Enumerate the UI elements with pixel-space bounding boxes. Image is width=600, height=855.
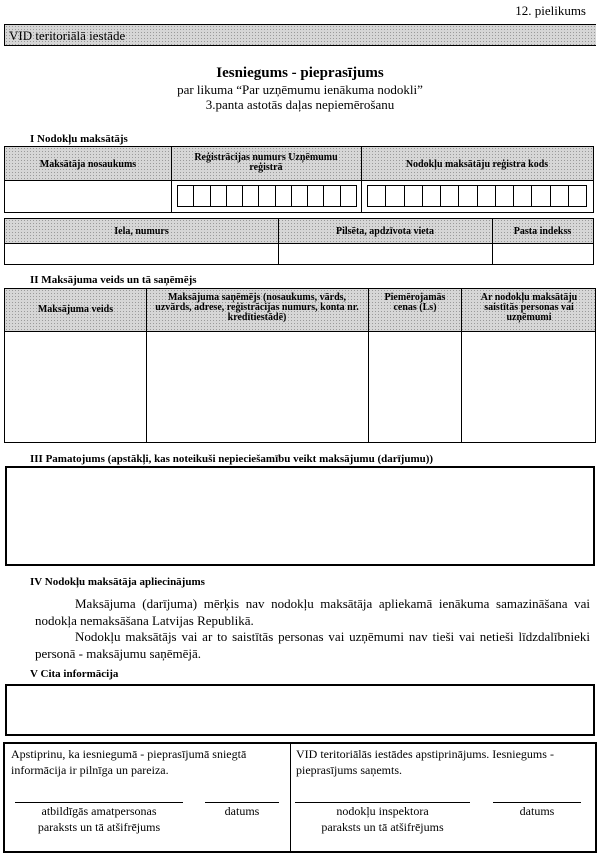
section-5-heading: V Cita informācija [30, 668, 119, 680]
col-related-persons: Ar nodokļu maksātāju saistītās personas vai uzņēmumi [480, 292, 578, 323]
inspector-signature-label-1: nodokļu inspektora [336, 804, 429, 818]
inspector-signature-label-2: paraksts un tā atšifrējums [321, 820, 444, 834]
official-signature-label-1: atbildīgās amatpersonas [41, 804, 157, 818]
col-city: Pilsēta, apdzīvota vieta [335, 226, 435, 237]
address-table [4, 218, 594, 265]
payment-type-field[interactable] [5, 332, 146, 442]
inspector-date-line[interactable] [493, 802, 581, 803]
official-signature-label-2: paraksts un tā atšifrējums [37, 820, 161, 834]
other-information-field[interactable] [5, 684, 595, 736]
appendix-label: 12. pielikums [515, 3, 586, 18]
official-date-label: datums [224, 804, 260, 818]
col-postal-code: Pasta indekss [513, 226, 572, 237]
street-field[interactable] [5, 244, 278, 264]
col-price: Piemērojamās cenas (Ls) [384, 292, 446, 313]
receipt-text: VID teritoriālās iestādes apstiprinājums. Iesniegums - pieprasījums saņemts. [296, 747, 554, 777]
justification-field[interactable] [5, 466, 595, 566]
col-payment-type: Maksājuma veids [37, 304, 114, 315]
col-street: Iela, numurs [114, 226, 169, 237]
postal-code-field[interactable] [493, 244, 593, 264]
col-registration-number: Reģistrācijas numurs Uzņēmumu reģistrā [194, 152, 338, 173]
taxpayer-name-field[interactable] [5, 181, 171, 212]
recipient-field[interactable] [147, 332, 368, 442]
registration-number-cells[interactable] [177, 185, 357, 207]
official-signature-line[interactable] [15, 802, 183, 803]
col-taxpayer-name: Maksātāja nosaukums [39, 159, 137, 170]
taxpayer-table [4, 146, 594, 213]
section-3-heading: III Pamatojums (apstākļi, kas noteikuši nepieciešamību veikt maksājumu (darījumu)) [30, 453, 434, 465]
tax-code-cells[interactable] [367, 185, 587, 207]
col-tax-code: Nodokļu maksātāju reģistra kods [405, 159, 549, 170]
declaration-paragraph-1: Maksājuma (darījuma) mērķis nav nodokļu maksātāja apliekamā ienākuma samazināšana vai nodokļa nemaksāšana Latvijas Republikā. [35, 596, 590, 628]
subtitle-1: par likuma “Par uzņēmumu ienākuma nodokli” [177, 82, 423, 97]
related-persons-field[interactable] [462, 332, 595, 442]
price-field[interactable] [369, 332, 461, 442]
inspector-date-label: datums [519, 804, 555, 818]
section-2-heading: II Maksājuma veids un tā saņēmējs [30, 274, 197, 286]
declaration-paragraph-2: Nodokļu maksātājs vai ar to saistītās personas vai uzņēmumi nav tieši vai netieši līdzdalībnieki personā - maksājumu saņēmējā. [35, 629, 590, 661]
inspector-signature-line[interactable] [295, 802, 470, 803]
city-field[interactable] [279, 244, 492, 264]
authority-bar [4, 24, 596, 46]
confirmation-text: Apstiprinu, ka iesniegumā - pieprasījumā sniegtā informācija ir pilnīga un pareiza. [11, 747, 247, 777]
signature-block [3, 742, 597, 853]
page-title: Iesniegums - pieprasījums [216, 65, 384, 81]
col-recipient: Maksājuma saņēmējs (nosaukums, vārds, uzvārds, adrese, reģistrācijas numurs, konta nr. kredītiestādē) [155, 292, 359, 323]
section-1-heading: I Nodokļu maksātājs [30, 133, 128, 145]
official-date-line[interactable] [205, 802, 279, 803]
payment-table [4, 288, 596, 443]
section-4-heading: IV Nodokļu maksātāja apliecinājums [30, 576, 205, 588]
authority-label: VID teritoriālā iestāde [9, 28, 126, 43]
subtitle-2: 3.panta astotās daļas nepiemērošanu [205, 97, 395, 112]
